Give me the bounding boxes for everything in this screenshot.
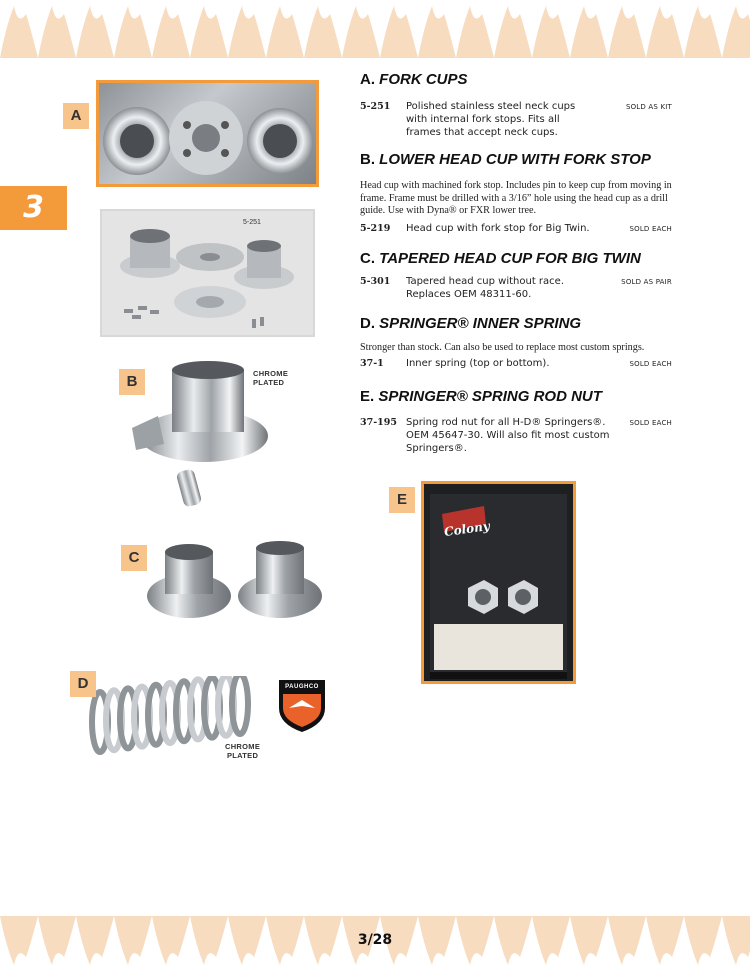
- sold-as: SOLD AS PAIR: [621, 278, 672, 286]
- photo-tapered-head-cups: [145, 540, 325, 622]
- photo-fork-cups: [96, 80, 319, 187]
- item-5-301: [360, 275, 675, 303]
- item-37-1: [360, 357, 675, 371]
- badge-b: B: [119, 369, 145, 395]
- section-d-intro: Stronger than stock. Can also be used to replace most custom springs.: [360, 342, 645, 353]
- flame-border-top: [0, 0, 750, 60]
- part-description: Spring rod nut for all H-D® Springers®. OEM 45647-30. Will also fit most custom Springers®.: [406, 417, 610, 454]
- chapter-tab[interactable]: 3: [0, 186, 67, 230]
- section-b-title: B. LOWER HEAD CUP WITH FORK STOP: [360, 151, 651, 168]
- section-b-intro: Head cup with machined fork stop. Includes pin to keep cup from moving in frame. Frame must be drilled with a 3/16” hole using the head cup as a drill guide. Use with Dyna® or FXR lower tree.: [360, 180, 672, 216]
- sold-as: SOLD EACH: [629, 225, 672, 233]
- section-c-title: C. TAPERED HEAD CUP FOR BIG TWIN: [360, 250, 641, 267]
- section-a-title: A. FORK CUPS: [360, 71, 468, 88]
- part-description: Tapered head cup without race. Replaces OEM 48311-60.: [406, 276, 564, 300]
- part-description: Inner spring (top or bottom).: [406, 358, 550, 369]
- part-number: 37-195: [360, 417, 397, 428]
- caption-chrome-plated-b: CHROME PLATED: [253, 369, 289, 387]
- item-37-195: [360, 416, 675, 458]
- photo-spring-rod-nut-package: [421, 481, 576, 684]
- paughco-logo-text: PAUGHCO: [285, 684, 319, 690]
- caption-chrome-plated-d: CHROME PLATED: [225, 742, 261, 760]
- kit-part-label: 5-251: [243, 219, 261, 226]
- part-description: Polished stainless steel neck cups with internal fork stops. Fits all frames that accept neck cups.: [406, 101, 576, 138]
- section-e-title: E. SPRINGER® SPRING ROD NUT: [360, 388, 602, 405]
- photo-fork-cup-kit: [100, 209, 315, 337]
- colony-brand-text: Colony: [443, 518, 491, 540]
- sold-as: SOLD EACH: [629, 360, 672, 368]
- badge-e: E: [389, 487, 415, 513]
- part-number: 37-1: [360, 358, 384, 369]
- part-number: 5-301: [360, 276, 391, 287]
- part-description: Head cup with fork stop for Big Twin.: [406, 223, 590, 234]
- sold-as: SOLD EACH: [629, 419, 672, 427]
- item-5-251: [360, 100, 675, 142]
- paughco-logo: [277, 678, 327, 734]
- sold-as: SOLD AS KIT: [625, 103, 672, 111]
- part-number: 5-219: [360, 223, 391, 234]
- badge-d: D: [70, 671, 96, 697]
- part-number: 5-251: [360, 101, 391, 112]
- badge-a: A: [63, 103, 89, 129]
- item-5-219: [360, 222, 675, 236]
- page-number: 3/28: [357, 932, 393, 948]
- photo-lower-head-cup: [128, 358, 273, 516]
- badge-c: C: [121, 545, 147, 571]
- section-d-title: D. SPRINGER® INNER SPRING: [360, 315, 582, 332]
